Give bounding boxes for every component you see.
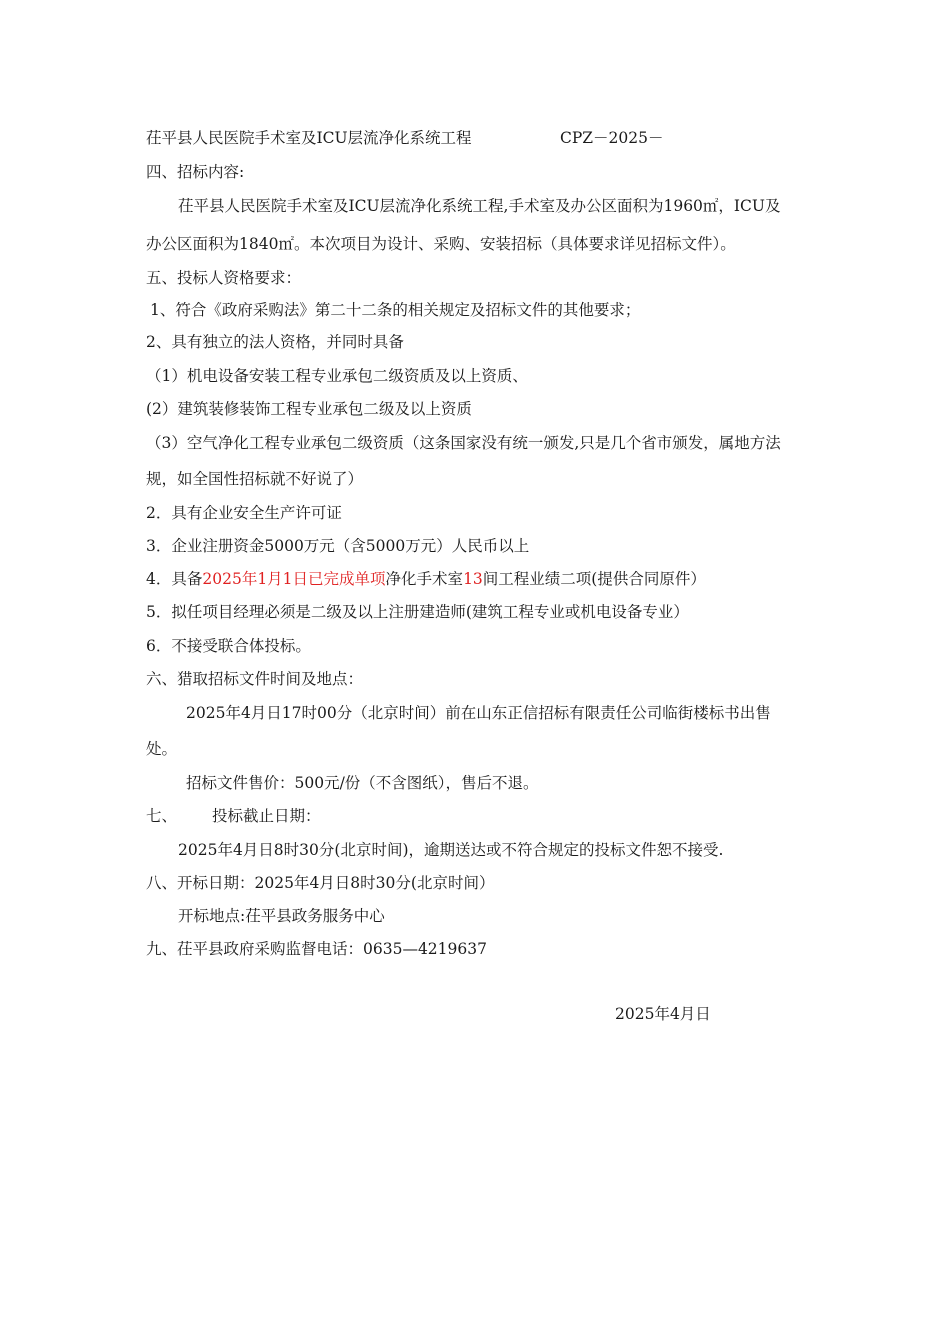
req4-middle: 净化手术室 — [385, 570, 464, 588]
section-5-sub3-line1: （3）空气净化工程专业承包二级资质（这条国家没有统一颁发,只是几个省市颁发，属地方法 — [146, 434, 781, 452]
section-7-para: 2025年4月日8时30分(北京时间)，逾期送达或不符合规定的投标文件恕不接受. — [178, 841, 724, 859]
req4-highlight-count: 13 — [463, 570, 483, 588]
section-7-heading: 投标截止日期： — [212, 807, 321, 825]
section-6-para-line1: 2025年4月日17时00分（北京时间）前在山东正信招标有限责任公司临街楼标书出售 — [186, 704, 771, 722]
req4-highlight-date: 2025年1月1日已完成单项 — [202, 570, 386, 588]
footer-date: 2025年4月日 — [615, 1005, 711, 1023]
section-6-price: 招标文件售价：500元/份（不含图纸），售后不退。 — [186, 774, 539, 792]
section-5-req6: 6．不接受联合体投标。 — [146, 637, 311, 655]
req4-suffix: 间工程业绩二项(提供合同原件） — [482, 570, 706, 588]
section-5-req4 — [146, 569, 706, 589]
section-8-location: 开标地点:茌平县政务服务中心 — [178, 907, 385, 925]
section-5-item1: 1、符合《政府采购法》第二十二条的相关规定及招标文件的其他要求； — [150, 301, 641, 319]
section-5-sub2: (2）建筑装修装饰工程专业承包二级及以上资质 — [146, 400, 472, 418]
section-8-heading: 八、开标日期：2025年4月日8时30分(北京时间） — [146, 874, 495, 892]
section-6-heading: 六、猎取招标文件时间及地点： — [146, 670, 364, 688]
section-5-req5: 5．拟任项目经理必须是二级及以上注册建造师(建筑工程专业或机电设备专业） — [146, 603, 689, 621]
header-project-code: CPZ－2025－ — [560, 129, 664, 147]
section-5-req2: 2．具有企业安全生产许可证 — [146, 504, 342, 522]
section-4-para-line2: 办公区面积为1840㎡。本次项目为设计、采购、安装招标（具体要求详见招标文件）。 — [146, 235, 736, 253]
section-4-heading: 四、招标内容: — [146, 163, 245, 181]
section-4-para-line1: 茌平县人民医院手术室及ICU层流净化系统工程,手术室及办公区面积为1960㎡，ICU及 — [178, 197, 781, 215]
section-7-number: 七、 — [146, 807, 178, 825]
section-5-heading: 五、投标人资格要求： — [146, 269, 302, 287]
section-5-sub3-line2: 规，如全国性招标就不好说了） — [146, 470, 364, 488]
section-5-item2: 2、具有独立的法人资格，并同时具备 — [146, 333, 404, 351]
section-5-req3: 3．企业注册资金5000万元（含5000万元）人民币以上 — [146, 537, 530, 555]
header-project-title: 茌平县人民医院手术室及ICU层流净化系统工程 — [146, 129, 472, 147]
req4-prefix: 4．具备 — [146, 570, 203, 588]
section-6-para-line2: 处。 — [146, 740, 178, 758]
section-5-sub1: （1）机电设备安装工程专业承包二级资质及以上资质、 — [146, 367, 528, 385]
section-9-heading: 九、茌平县政府采购监督电话：0635—4219637 — [146, 940, 487, 958]
